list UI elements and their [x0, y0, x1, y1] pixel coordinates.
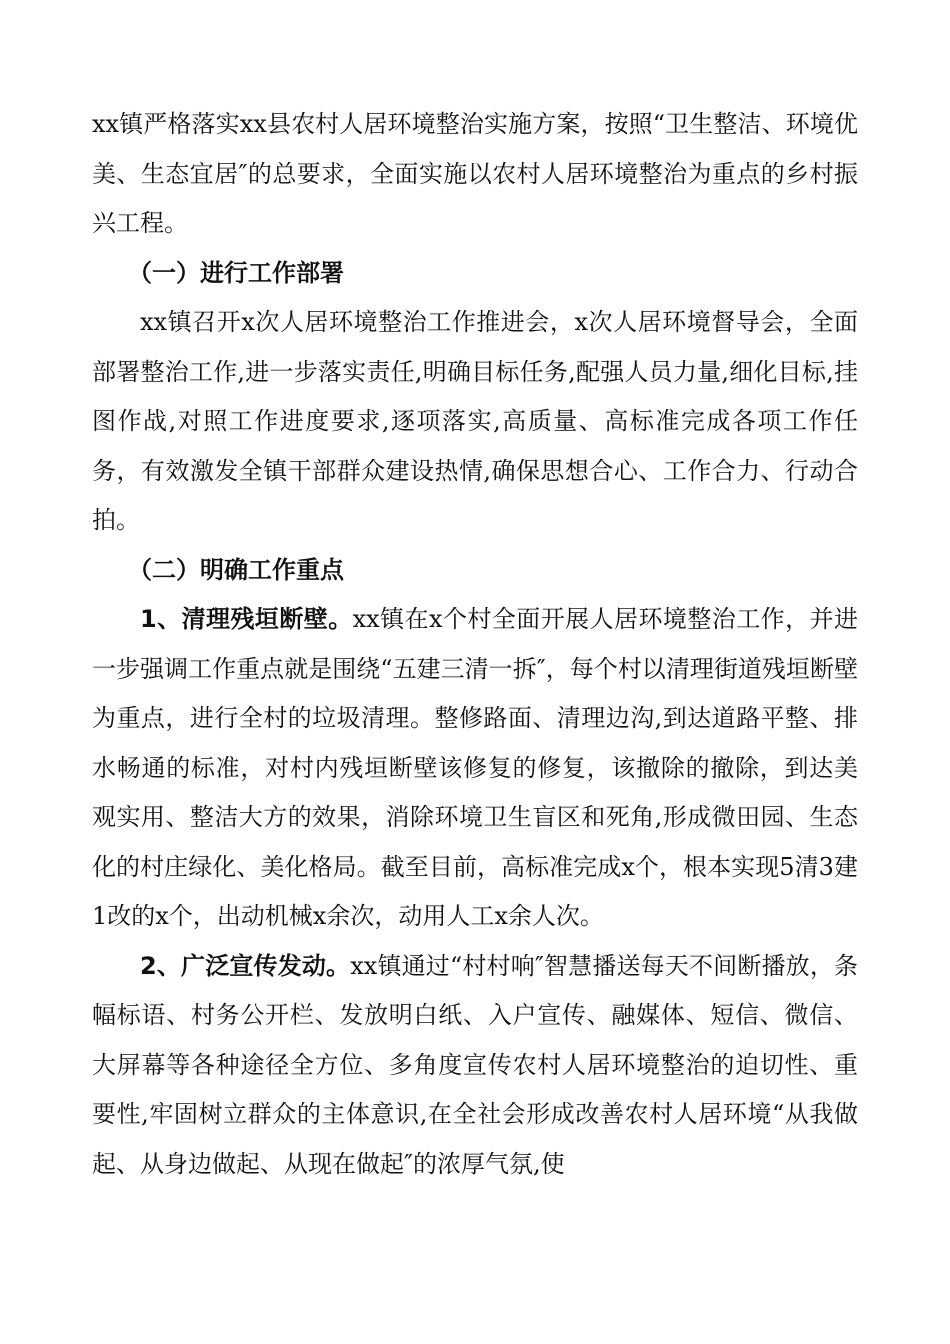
item-lead-clearing: 1、清理残垣断壁。	[140, 605, 353, 633]
item-body-clearing: xx镇在x个村全面开展人居环境整治工作，并进一步强调工作重点就是围绕“五建三清一拆″，每个村以清理街道残垣断壁为重点，进行全村的垃圾清理。整修路面、清理边沟,到达道路平整、排水畅通的标准，对村内残垣断壁该修复的修复，该撤除的撤除，到达美观实用、整洁大方的效果，消除环境卫生盲区和死角,形成微田园、生态化的村庄绿化、美化格局。截至目前，高标准完成x个，根本实现5清3建1改的x个，出动机械x余次，动用人工x余人次。	[92, 605, 858, 930]
item-body-publicity: xx镇通过“村村响″智慧播送每天不间断播放，条幅标语、村务公开栏、发放明白纸、入户宣传、融媒体、短信、微信、大屏幕等各种途径全方位、多角度宣传农村人居环境整治的迫切性、重要性,牢固树立群众的主体意识,在全社会形成改善农村人居环境“从我做起、从身边做起、从现在做起″的浓厚气氛,使	[92, 951, 858, 1178]
item-paragraph-publicity	[92, 942, 858, 1190]
document-body	[92, 100, 858, 1189]
item-paragraph-clearing	[92, 595, 858, 942]
item-lead-publicity: 2、广泛宣传发动。	[140, 951, 351, 980]
section-paragraph-deployment: xx镇召开x次人居环境整治工作推进会，x次人居环境督导会，全面部署整治工作,进一步落实责任,明确目标任务,配强人员力量,细化目标,挂图作战,对照工作进度要求,逐项落实,高质量、高标准完成各项工作任务，有效激发全镇干部群众建设热情,确保思想合心、工作合力、行动合拍。	[92, 308, 858, 534]
section-heading-focus: （二）明确工作重点	[128, 555, 344, 584]
intro-paragraph: xx镇严格落实xx县农村人居环境整治实施方案，按照“卫生整洁、环境优美、生态宜居″的总要求，全面实施以农村人居环境整治为重点的乡村振兴工程。	[92, 110, 858, 237]
section-heading-deployment: （一）进行工作部署	[128, 258, 344, 287]
